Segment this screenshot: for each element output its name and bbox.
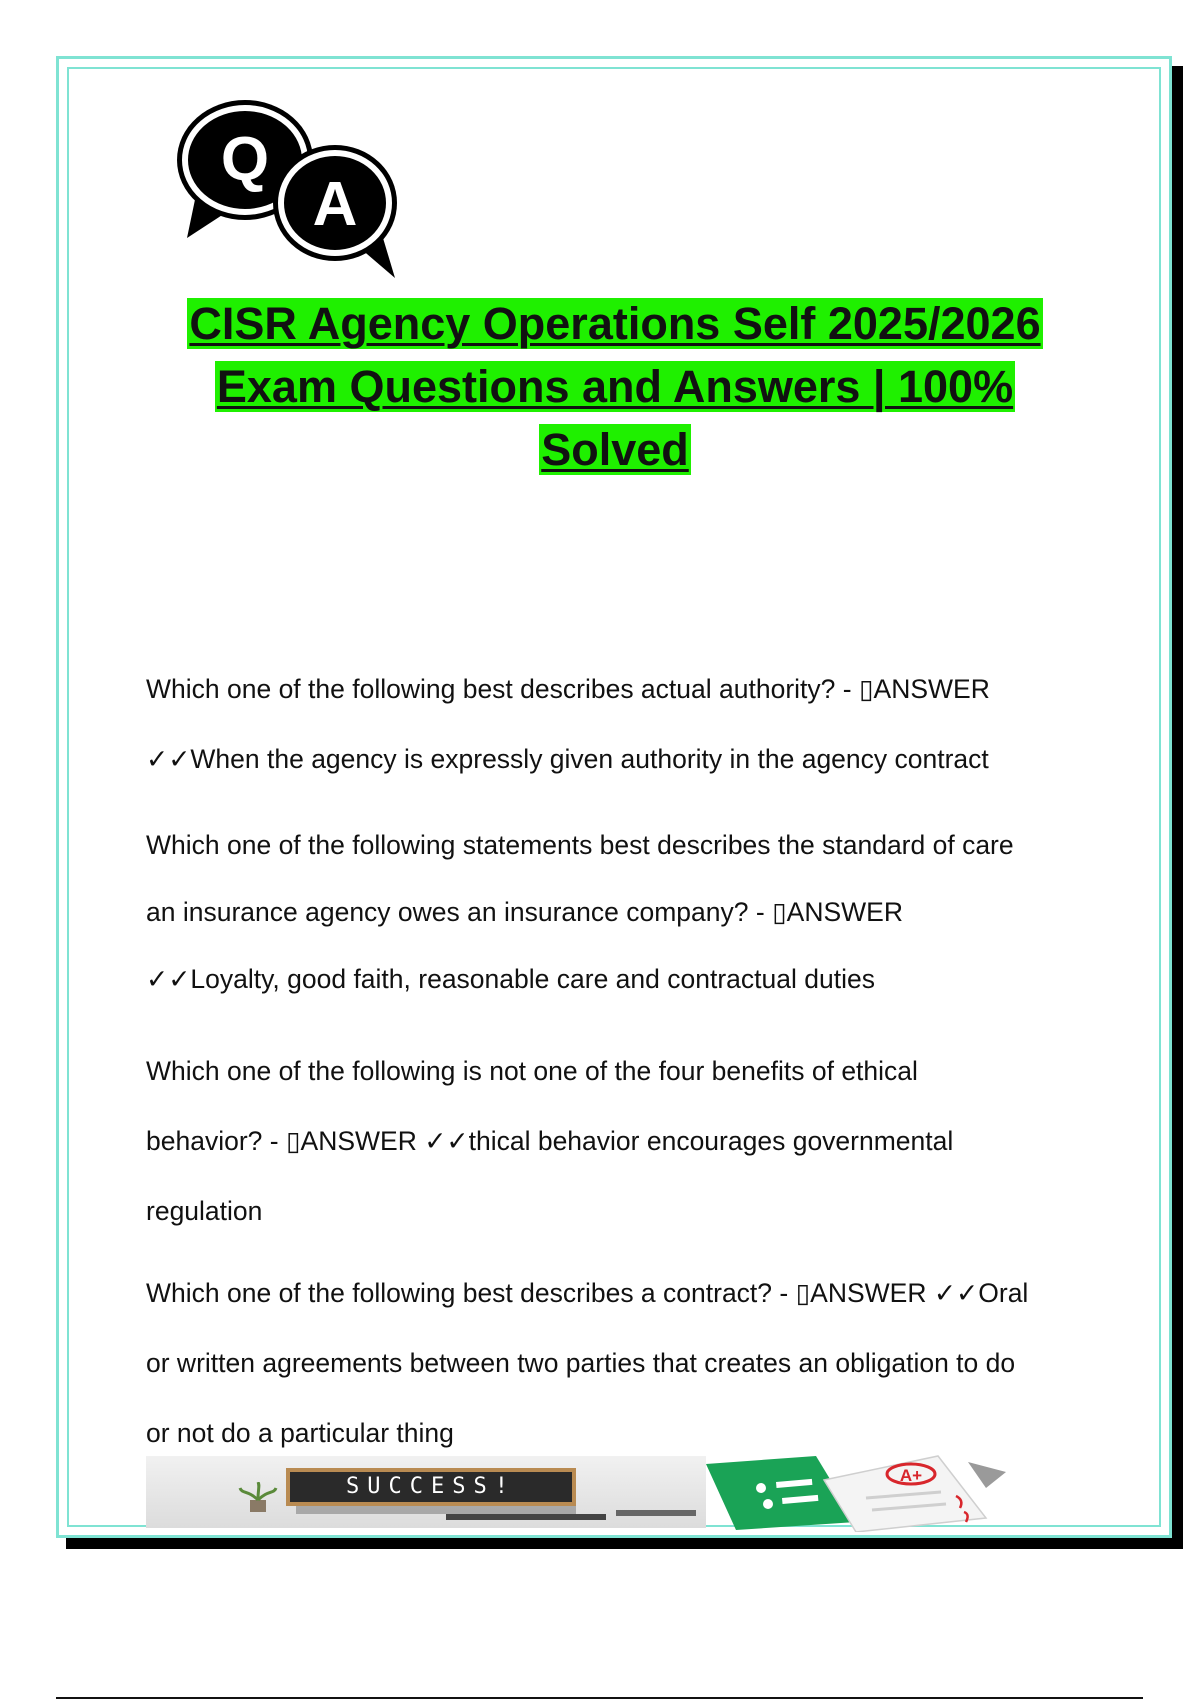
qa-item-2 [146, 812, 1106, 1013]
graded-form-image [706, 1452, 1031, 1532]
qa-line: ✓✓When the agency is expressly given authority in the agency contract [146, 744, 989, 774]
success-banner-image [146, 1456, 706, 1528]
qa-line: regulation [146, 1196, 263, 1226]
qa-line: Which one of the following is not one of the four benefits of ethical [146, 1056, 918, 1086]
qa-speech-bubbles-icon [175, 98, 425, 278]
success-chalkboard: SUCCESS! [286, 1468, 576, 1506]
a-letter: A [312, 170, 358, 239]
q-letter: Q [220, 125, 270, 194]
qa-line: Which one of the following best describes actual authority? - ▯ANSWER [146, 674, 990, 704]
qa-line: behavior? - ▯ANSWER ✓✓thical behavior encourages governmental [146, 1126, 954, 1156]
desk-item [616, 1510, 696, 1516]
qa-line: Which one of the following best describes a contract? - ▯ANSWER ✓✓Oral [146, 1278, 1029, 1308]
grade-text: A+ [899, 1466, 923, 1485]
qa-line: Which one of the following statements best describes the standard of care [146, 830, 1014, 860]
qa-line: or written agreements between two parties that creates an obligation to do [146, 1348, 1016, 1378]
qa-line: ✓✓Loyalty, good faith, reasonable care and contractual duties [146, 964, 875, 994]
qa-line: an insurance agency owes an insurance company? - ▯ANSWER [146, 897, 903, 927]
qa-line: or not do a particular thing [146, 1418, 454, 1448]
qa-item-4 [146, 1258, 1106, 1468]
plant-icon [238, 1482, 278, 1512]
title-line-1: CISR Agency Operations Self 2025/2026 [189, 298, 1041, 349]
graded-paper-icon [824, 1456, 1006, 1532]
page-bottom-rule [56, 1697, 1143, 1699]
board-shadow [296, 1506, 576, 1514]
document-title [90, 292, 1140, 481]
desk-item [446, 1514, 606, 1520]
title-line-3: Solved [541, 424, 689, 475]
title-line-2: Exam Questions and Answers | 100% [216, 361, 1014, 412]
qa-item-3 [146, 1036, 1106, 1246]
qa-item-1 [146, 654, 1106, 794]
a-bubble [273, 145, 397, 278]
